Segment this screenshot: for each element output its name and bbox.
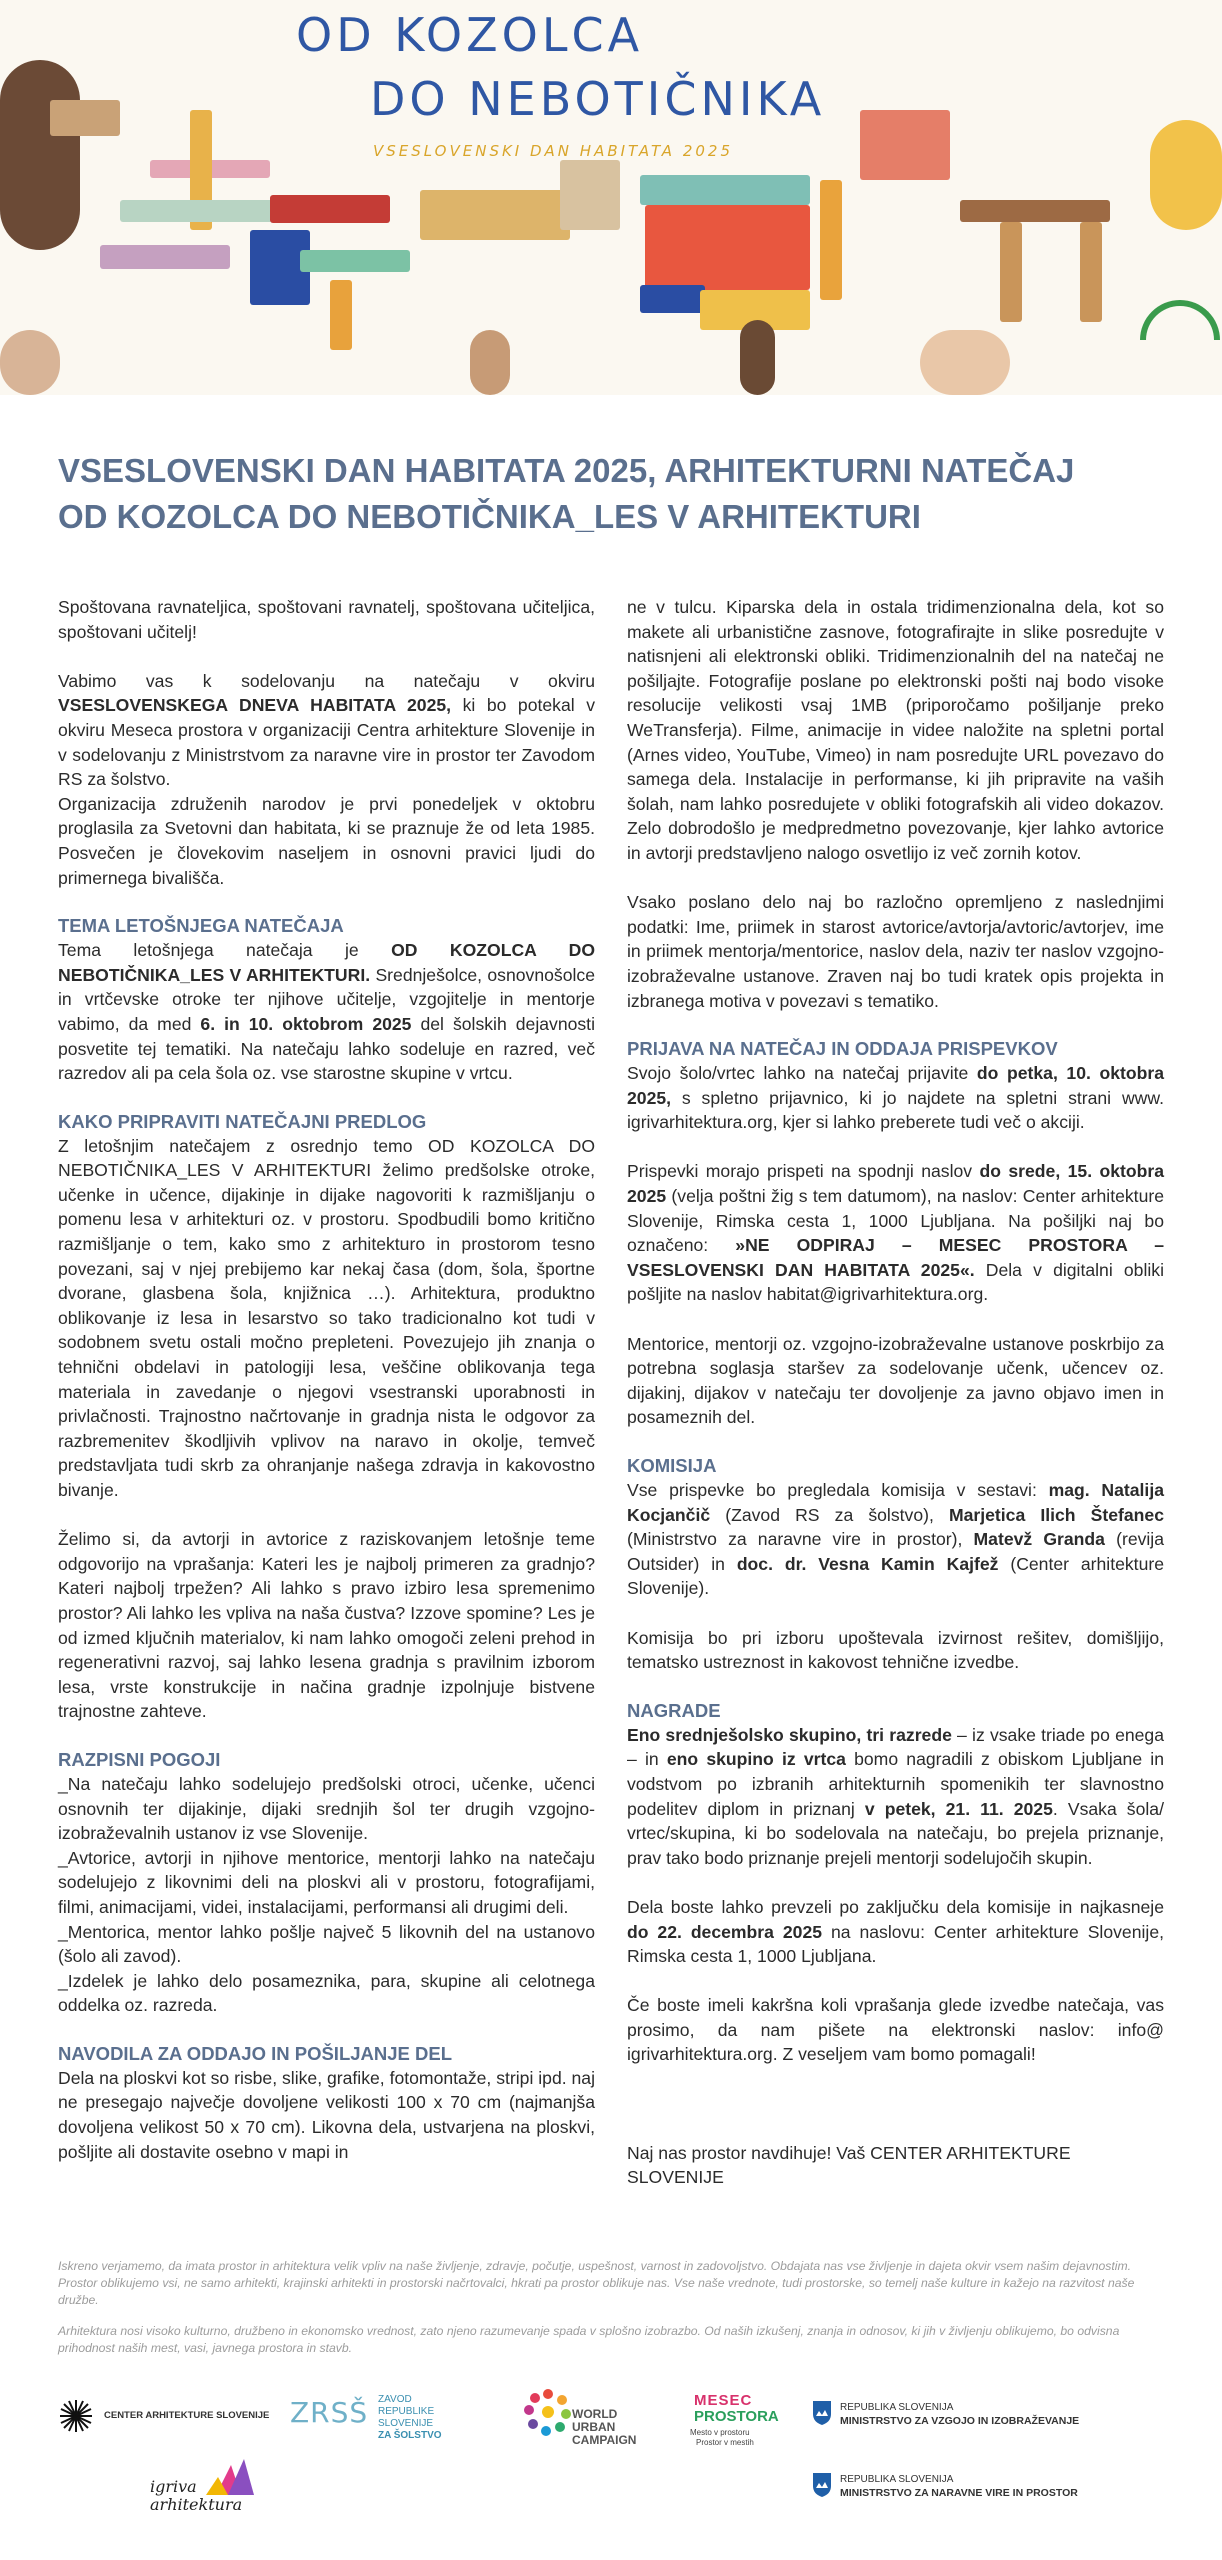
footnote-paragraph-1: Iskreno verjamemo, da imata prostor in arhitektura velik vpliv na naše življenje, zdravje, počutje, uspešnost, varnost in zadovoljstvo. Obdajata nas vse življenje in dajeta okvir vsem našim dejavnostim. Prostor oblikujemo vsi, ne samo arhitekti, krajinski arhitekti in prostorski načrtovalci, hkrati pa prostor oblikuje nas. Vse naše vrednote, tudi prostorske, so temelj naše kulture in kažejo na razvitost naše družbe. <box>58 2259 1135 2307</box>
tema-dates: 6. in 10. oktobrom 2025 <box>200 1013 412 1034</box>
coat-of-arms-icon <box>812 2400 832 2426</box>
tema-text: Tema letošnjega natečaja je <box>58 940 392 961</box>
wood-block <box>645 205 810 290</box>
wuc-line: CAMPAIGN <box>572 2433 637 2447</box>
signature: Naj nas prostor navdihuje! Vaš CENTER ARHITEKTURE SLOVENIJE <box>627 2142 1071 2188</box>
footnote <box>58 2258 1168 2371</box>
prispevki-text: Prispevki morajo prispeti na spodnji naslov <box>627 1161 980 1182</box>
section-heading-prijava: PRIJAVA NA NATEČAJ IN ODDAJA PRISPEVKOV <box>627 1038 1058 1060</box>
left-column <box>58 595 595 2164</box>
zrss-line: REPUBLIKE SLOVENIJE <box>378 2406 435 2429</box>
wood-block <box>50 100 120 136</box>
logo-zrss <box>290 2392 490 2441</box>
section-heading-tema: TEMA LETOŠNJEGA NATEČAJA <box>58 915 344 937</box>
prijava-deadline: do petka, 10. oktobra 2025, <box>627 1063 1165 1108</box>
intro-event-name: VSESLOVENSKEGA DNEVA HABITATA 2025, <box>58 695 452 716</box>
tema-paragraph <box>58 938 595 1086</box>
page-title <box>58 448 1168 540</box>
zrss-line: ZAVOD <box>378 2394 412 2405</box>
nagrade-paragraph <box>627 1723 1164 1871</box>
razpis-item: _Avtorice, avtorji in njihove mentorice, mentorji lahko na natečaju sodelujejo z likovnimi deli na ploskvi ali v prostoru, fotografijami, filmi, animacijami, videi, instalacijami, performansi ali drugimi deli. <box>58 1847 595 1917</box>
nagrade-text: bomo nagradili z obiskom Ljubljane in vodstvom po izbranih arhitekturnih spomenikih ter slavnostno podelitev diplom in priznanj <box>627 1749 1164 1819</box>
wood-block <box>420 190 570 240</box>
komisija-text: (Center arhitekture Slovenije). <box>627 1553 1164 1599</box>
komisija-paragraph <box>627 1478 1164 1601</box>
tema-text: del šolskih dejavnosti posvetite tej tematiki. Na natečaju lahko sodeluje en razred, več razredov ali pa cela šola oz. vse starostne skupine v vrtcu. <box>58 1013 595 1084</box>
komisija-paragraph-2: Komisija bo pri izboru upoštevala izvirnost rešitev, domišljijo, tematsko ustreznost in kakovost tehnične izvedbe. <box>627 1627 1164 1673</box>
zrss-text <box>378 2394 490 2442</box>
kako-paragraph-2: Želimo si, da avtorji in avtorice z raziskovanjem letošnje teme odgovorijo na vprašanja: Kateri les je najbolj primeren za gradnjo? Kateri najbolj trpežen? Ali lahko s pravo izbiro lesa spremenimo prostor? Ali lahko les vpliva na naša čustva? Izzove spomine? Les je od izmed ključnih materialov, ki nam lahko omogoči zeleni prehod in regenerativni razvoj, saj lahko lesena gradnja s pravilnim izborom lesa, vrste konstrukcije in načina gradnje izpolnjuje bistvene trajnostne zahteve. <box>58 1529 595 1722</box>
zrss-mark: ZRSŠ <box>290 2396 369 2429</box>
prispevki-text: (velja poštni žig s tem datumom), na naslov: Center arhitekture Slovenije, Rimska cesta 1, 1000 Ljubljana. Na pošiljki naj bo označeno: <box>627 1186 1164 1256</box>
razpis-item: _Na natečaju lahko sodelujejo predšolski otroci, učenke, učenci osnovnih ter dijakinje, dijaki srednjih šol ter drugih vzgojno-izobraževalnih ustanov iz vse Slovenije. <box>58 1773 595 1844</box>
tema-text: Srednješolce, osnovnošolce in vrtčevske otroke ter njihove učitelje, vzgojitelje in mentorje vabimo, da med <box>58 964 595 1034</box>
wood-block <box>960 200 1110 222</box>
wuc-line: URBAN <box>572 2420 616 2434</box>
razpis-item: _Izdelek je lahko delo posameznika, para, skupine ali celotnega oddelka oz. razreda. <box>58 1970 595 2016</box>
prispevki-deadline: do srede, 15. oktobra 2025 <box>627 1161 1165 1207</box>
wood-block <box>100 245 230 269</box>
dela-text: na naslovu: Center arhitekture Slovenije, Rimska cesta 1, 1000 Ljubljana. <box>627 1921 1164 1967</box>
rs2-line1: REPUBLIKA SLOVENIJA <box>840 2474 954 2485</box>
kako-paragraph-1: Z letošnjim natečajem z osrednjo temo OD KOZOLCA DO NEBOTIČNIKA_LES V ARHITEKTURI želimo predšolske otroke, učenke in učence, dijakinje in dijake nagovoriti k razmišljanju o pomenu lesa v arhitekturi oz. v prostoru. Spodbudili bomo kritično razmišljanje o tem, kako smo z arhitekturo in prostorom tesno povezani, saj v njej prebijemo kar nekaj časa (dom, šola, športne dvorane, glasbena šola, knjižnica …). Arhitektura, produktno oblikovanje iz lesa in lesarstvo so tako tradicionalno kot tudi v sodobnem svetu ostali močno prepleteni. Povezujejo jih znanja o tehnični obdelavi in patologiji lesa, veščine oblikovanja tega materiala in zavedanje o njegovi vsestranski uporabnosti in privlačnosti. Trajnostno načrtovanje in gradnja nista le odgovor za razbremenitev škodljivih vplivov na naravo in okolje, temveč predstavljata tudi skrb za ohranjanje našega zdravja in kakovostno bivanje. <box>58 1135 595 1500</box>
logo-ministrstvo-vzgoja <box>812 2398 1152 2434</box>
wuc-text <box>572 2408 636 2447</box>
coat-of-arms-icon <box>812 2472 832 2498</box>
wood-block <box>1080 222 1102 322</box>
banner-subtitle: VSESLOVENSKI DAN HABITATA 2025 <box>373 142 733 160</box>
nagrade-text: . Vsaka šola/ vrtec/skupina, ki bo sodelovala na natečaju, bo prejela priznanje, prav tako bodo priznanje prejeli mentorji sodelujočih skupin. <box>627 1798 1164 1868</box>
mentorice-paragraph: Mentorice, mentorji oz. vzgojno-izobraževalne ustanove poskrbijo za potrebna soglasja staršev za sodelovanje učenk, učencev oz. dijakinj, dijakov v natečaju ter dovoljenje za javno objavo imen in posameznih del. <box>627 1333 1164 1428</box>
arch-block <box>1140 300 1220 340</box>
intro-text: ki bo potekal v okviru Meseca prostora v organizaciji Centra arhitekture Slovenije in v sodelovanju z Ministrstvom za naravne vire in prostor ter Zavodom RS za šolstvo. <box>58 695 596 790</box>
dots-circle-icon <box>522 2386 574 2438</box>
child-figure <box>920 330 1010 395</box>
tema-title: OD KOZOLCA DO NEBOTIČNIKA_LES V ARHITEKTURI. <box>58 940 595 985</box>
vprasanja-paragraph: Če boste imeli kakršna koli vprašanja glede izvedbe natečaja, vas prosimo, da nam pišete na elektronski naslov: info@ igrivarhitektura.org. Z veseljem vam bomo pomagali! <box>627 1995 1164 2065</box>
komisija-text: (revija Outsider) in <box>627 1529 1165 1574</box>
greeting: Spoštovana ravnateljica, spoštovani ravnatelj, spoštovana učiteljica, spoštovani učitelj! <box>58 597 595 642</box>
wood-block <box>640 175 810 205</box>
hand-figure <box>740 320 775 395</box>
wood-block <box>860 110 950 180</box>
colorful-triangles-icon <box>206 2455 256 2499</box>
logo-world-urban-campaign <box>522 2386 652 2456</box>
child-figure <box>1150 120 1222 230</box>
wood-block <box>300 250 410 272</box>
hand-figure <box>470 330 510 395</box>
prispevki-text: Dela v digitalni obliki pošljite na naslov habitat@igrivarhitektura.org. <box>627 1259 1164 1305</box>
ia-line2: arhitektura <box>150 2495 243 2514</box>
dela-deadline: do 22. decembra 2025 <box>627 1921 823 1942</box>
rs1-line1: REPUBLIKA SLOVENIJA <box>840 2402 954 2413</box>
jury-member: doc. dr. Vesna Kamin Kajfež <box>736 1553 999 1574</box>
wood-block <box>560 160 620 230</box>
logo-igriva-arhitektura <box>150 2455 270 2515</box>
logo-cas-text: CENTER ARHITEKTURE SLOVENIJE <box>104 2410 270 2421</box>
wood-block <box>120 200 290 222</box>
header-illustration <box>0 0 1222 395</box>
prispevki-paragraph <box>627 1159 1164 1307</box>
intro-paragraph <box>58 669 595 792</box>
vsako-paragraph: Vsako poslano delo naj bo razločno opremljeno z naslednjimi podatki: Ime, priimek in starost avtorice/avtorja/avtoric/avtorjev, ime in priimek mentorja/mentorice, naslov dela, naziv ter naslov vzgojno-izobraževalne ustanove. Zraven naj bo tudi kratek opis projekta in izbranega motiva v povezavi s tematiko. <box>627 892 1164 1011</box>
right-column <box>627 595 1164 2190</box>
prijava-text: s spletno prijavnico, ki jo najdete na spletni strani www. igrivarhitektura.org, kjer si lahko preberete tudi več o akciji. <box>627 1087 1164 1133</box>
nagrade-date: v petek, 21. 11. 2025 <box>864 1798 1053 1819</box>
razpis-item: _Mentorica, mentor lahko pošlje največ 5 likovnih del na ustanovo (šolo ali zavod). <box>58 1921 595 1967</box>
child-figure <box>0 60 80 250</box>
dela-paragraph <box>627 1895 1164 1969</box>
navodila-continued: ne v tulcu. Kiparska dela in ostala tridimenzionalna dela, kot so makete ali urbanistične zasnove, fotografirajte in slike posredujte v natisnjeni ali elektronski obliki. Tridimenzionalnih del na natečaj ne pošiljajte. Fotografije poslane po elektronski pošti naj bodo visoke resolucije velikosti vsaj 1MB (priporočamo pošiljanje preko WeTransferja). Filme, animacije in videe naložite na spletni portal (Arnes video, YouTube, Vimeo) in nam posredujte URL povezavo do samega dela. Instalacije in performanse, ki jih pripravite na vaših šolah, nam lahko posredujete v obliki fotografskih ali video dokazov. Zelo dobrodošlo je medpredmetno povezovanje, kjer lahko avtorice in avtorji predstavljeno nalogo osvetlijo iz več zornih kotov. <box>627 597 1164 863</box>
wood-block <box>270 195 390 223</box>
child-figure <box>0 330 60 395</box>
intro-paragraph-2: Organizacija združenih narodov je prvi ponedeljek v oktobru proglasila za Svetovni dan habitata, ki se praznuje že od leta 1985. Posvečen je človekovim naseljem in osnovni pravici ljudi do primernega bivališča. <box>58 793 595 888</box>
logo-ministrstvo-prostor <box>812 2470 1172 2506</box>
prijava-text: Svojo šolo/vrtec lahko na natečaj prijavite <box>627 1063 977 1084</box>
wood-block <box>1000 222 1022 322</box>
wood-block <box>640 285 705 313</box>
section-heading-kako: KAKO PRIPRAVITI NATEČAJNI PREDLOG <box>58 1110 427 1132</box>
nagrade-text: – iz vsake triade po enega – in <box>627 1724 1164 1770</box>
wood-block <box>820 180 842 300</box>
mp-line1: MESEC <box>694 2392 753 2409</box>
wuc-line: WORLD <box>572 2407 618 2421</box>
komisija-text: (Ministrstvo za naravne vire in prostor), <box>627 1529 974 1550</box>
jury-member: Matevž Granda <box>973 1529 1105 1550</box>
intro-text: Vabimo vas k sodelovanju na natečaju v okviru <box>58 670 595 691</box>
section-heading-navodila: NAVODILA ZA ODDAJO IN POŠILJANJE DEL <box>58 2042 453 2064</box>
prispevki-marking: »NE ODPIRAJ – MESEC PROSTORA – VSESLOVENSKI DAN HABITATA 2025«. <box>627 1235 1164 1280</box>
rs2-line2: MINISTRSTVO ZA NARAVNE VIRE IN PROSTOR <box>840 2487 1078 2499</box>
banner-title-line2: DO NEBOTIČNIKA <box>370 72 826 126</box>
komisija-text: Vse prispevke bo pregledala komisija v sestavi: <box>627 1480 1049 1500</box>
nagrade-bold: eno skupino iz vrtca <box>666 1749 846 1770</box>
wood-block <box>330 280 352 350</box>
jury-member: Marjetica Ilich Štefanec <box>948 1504 1164 1525</box>
footnote-paragraph-2: Arhitektura nosi visoko kulturno, družbeno in ekonomsko vrednost, zato njeno razumevanje spada v splošno izobrazbo. Od naših izkušenj, znanja in odnosov, ki jih v življenju oblikujemo, bo odvisna prihodnost naših mest, vasi, javnega prostora in stavb. <box>58 2324 1120 2355</box>
rs1-line2: MINISTRSTVO ZA VZGOJO IN IZOBRAŽEVANJE <box>840 2415 1080 2427</box>
dela-text: Dela boste lahko prevzeli po zaključku dela komisije in najkasneje <box>627 1896 1164 1917</box>
ia-line1: igriva <box>150 2477 197 2496</box>
logo-center-arhitekture <box>58 2398 270 2434</box>
banner-title-line1: OD KOZOLCA <box>296 8 644 62</box>
page-title-line1: VSESLOVENSKI DAN HABITATA 2025, ARHITEKTURNI NATEČAJ <box>58 452 1075 489</box>
page-title-line2: OD KOZOLCA DO NEBOTIČNIKA_LES V ARHITEKTURI <box>58 498 921 535</box>
section-heading-razpis: RAZPISNI POGOJI <box>58 1748 221 1770</box>
mp-line4: Prostor v mestih <box>696 2438 754 2447</box>
komisija-text: (Zavod RS za šolstvo), <box>710 1504 949 1525</box>
mp-line3: Mesto v prostoru <box>690 2428 750 2437</box>
section-heading-komisija: KOMISIJA <box>627 1455 717 1476</box>
navodila-paragraph: Dela na ploskvi kot so risbe, slike, grafike, fotomontaže, stripi ipd. naj ne presegajo največje dovoljene velikosti 100 x 70 cm (najmanjša dovoljena velikost 50 x 70 cm). Likovna dela, ustvarjena na ploskvi, pošljite ali dostavite osebno v mapi in <box>58 2067 595 2162</box>
nagrade-bold: Eno srednješolsko skupino, tri razrede <box>627 1724 952 1745</box>
prijava-paragraph <box>627 1061 1164 1135</box>
mp-line2: PROSTORA <box>694 2408 779 2425</box>
sunburst-icon <box>58 2398 94 2434</box>
logo-mesec-prostora <box>690 2392 785 2450</box>
jury-member: mag. Natalija Kocjančič <box>627 1480 1164 1525</box>
section-heading-nagrade: NAGRADE <box>627 1699 721 1721</box>
zrss-line: ZA ŠOLSTVO <box>378 2430 442 2441</box>
